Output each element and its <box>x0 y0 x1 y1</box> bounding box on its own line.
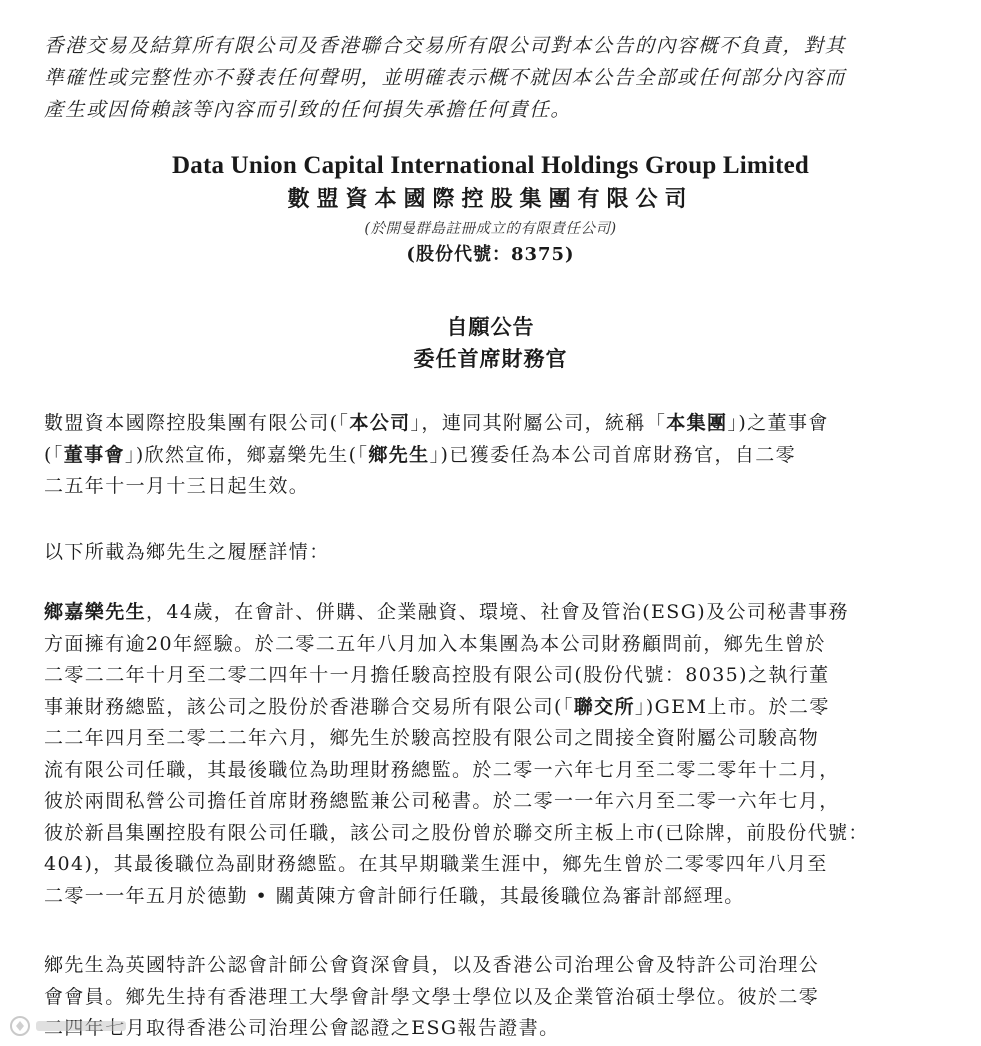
company-name-english: Data Union Capital International Holdings Group Limited <box>171 152 810 179</box>
watermark-icon <box>6 1012 136 1040</box>
biography-line: 二零二二年十月至二零二四年十一月擔任駿高控股有限公司(股份代號：8035)之執行董 <box>44 664 830 686</box>
biography-line: 二零一一年五月於德勤 • 關黃陳方會計師行任職，其最後職位為審計部經理。 <box>44 884 745 907</box>
biography-line: 流有限公司任職，其最後職位為助理財務總監。於二零一六年七月至二零二零年十二月， <box>44 758 840 781</box>
defined-term: 聯交所 <box>573 695 635 718</box>
biography-paragraph <box>44 597 944 912</box>
incorporation-note: (於開曼群島註冊成立的有限責任公司) <box>364 221 617 237</box>
qualifications-line: 鄉先生為英國特許公認會計師公會資深會員，以及香港公司治理公會及特許公司治理公 <box>44 954 820 976</box>
qualifications-paragraph <box>44 950 944 1045</box>
intro-line: 二五年十一月十三日起生效。 <box>44 475 310 497</box>
biography-lead: 以下所載為鄉先生之履歷詳情： <box>44 541 330 563</box>
biography-line: 事兼財務總監，該公司之股份於香港聯合交易所有限公司(「聯交所」)GEM上市。於二零 <box>44 695 830 718</box>
defined-term: 董事會 <box>63 443 125 466</box>
person-name: 鄉嘉樂先生 <box>44 601 147 623</box>
disclaimer-line: 準確性或完整性亦不發表任何聲明，並明確表示概不就因本公告全部或任何部分內容而 <box>44 66 846 89</box>
qualifications-line: 會會員。鄉先生持有香港理工大學會計學文學士學位以及企業管治碩士學位。彼於二零 <box>44 985 820 1008</box>
disclaimer-line: 產生或因倚賴該等內容而引致的任何損失承擔任何責任。 <box>44 98 572 121</box>
defined-term: 本公司 <box>349 412 411 434</box>
biography-line: 二二年四月至二零二二年六月，鄉先生於駿高控股有限公司之間接全資附屬公司駿高物 <box>44 727 820 749</box>
announcement-title: 委任首席財務官 <box>413 346 568 371</box>
defined-term: 本集團 <box>666 412 728 434</box>
intro-line: 數盟資本國際控股集團有限公司(「本公司」，連同其附屬公司，統稱「本集團」)之董事會 <box>44 412 829 434</box>
biography-line: 彼於新昌集團控股有限公司任職，該公司之股份曾於聯交所主板上市(已除牌，前股份代號： <box>44 821 869 844</box>
intro-line: (「董事會」)欣然宣佈，鄉嘉樂先生(「鄉先生」)已獲委任為本公司首席財務官，自二零 <box>44 443 797 466</box>
intro-paragraph <box>44 408 944 503</box>
disclaimer-line: 香港交易及結算所有限公司及香港聯合交易所有限公司對本公告的內容概不負責，對其 <box>44 34 846 57</box>
qualifications-line: 二四年七月取得香港公司治理公會認證之ESG報告證書。 <box>44 1017 560 1039</box>
company-name-chinese: 數盟資本國際控股集團有限公司 <box>287 186 694 212</box>
disclaimer <box>44 30 944 126</box>
stock-code: (股份代號：8375) <box>406 244 575 265</box>
biography-line: 鄉嘉樂先生，44歲，在會計、併購、企業融資、環境、社會及管治(ESG)及公司秘書事務 <box>44 601 849 623</box>
defined-term: 鄉先生 <box>368 443 430 466</box>
announcement-type: 自願公告 <box>446 314 535 339</box>
biography-line: 404)，其最後職位為副財務總監。在其早期職業生涯中，鄉先生曾於二零零四年八月至 <box>44 853 828 875</box>
biography-line: 方面擁有逾20年經驗。於二零二五年八月加入本集團為本公司財務顧問前，鄉先生曾於 <box>44 632 826 655</box>
biography-line: 彼於兩間私營公司擔任首席財務總監兼公司秘書。於二零一一年六月至二零一六年七月， <box>44 790 840 812</box>
watermark-logo <box>6 1012 136 1040</box>
